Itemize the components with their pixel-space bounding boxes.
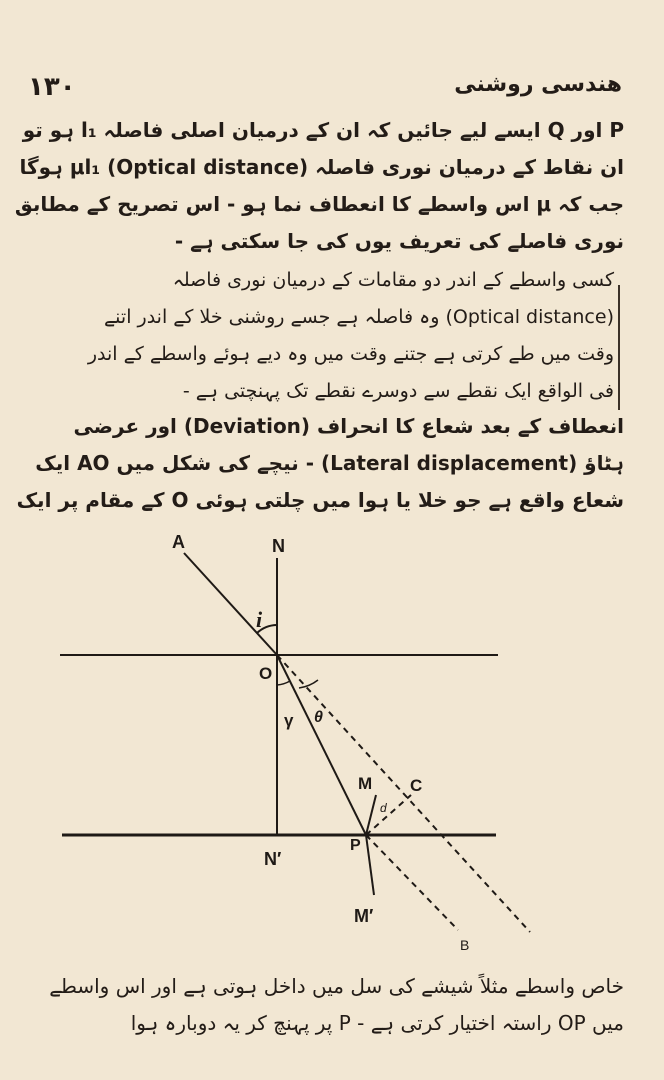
text-line: جب کہ μ اس واسطے کا انعطاف نما ہو - اس تصریح کے مطابق <box>14 192 624 216</box>
paragraph-optical-distance <box>14 112 624 260</box>
label-m-prime: M′ <box>354 906 374 926</box>
label-a: A <box>172 532 185 552</box>
text-line: فی الواقع ایک نقطے سے دوسرے نقطے تک پہنچتی ہے - <box>182 380 614 402</box>
angle-r-arc <box>277 681 290 685</box>
label-c: C <box>410 776 423 795</box>
incident-ray-ao <box>184 553 277 655</box>
label-b: B <box>460 937 470 953</box>
running-title: ھندسی روشنی <box>454 72 622 97</box>
text-line: (Optical distance) وہ فاصلہ ہے جسے روشنی خلا کے اندر اتنے <box>104 306 614 328</box>
label-r: γ <box>284 711 294 730</box>
label-m: M <box>358 774 373 793</box>
label-theta: θ <box>314 709 323 726</box>
extended-incident-ray <box>277 655 530 932</box>
refracted-ray-op <box>277 655 366 835</box>
text-line: P اور Q ایسے لیے جائیں کہ ان کے درمیان اصلی فاصلہ l₁ ہو تو <box>22 118 624 142</box>
label-n-prime: N′ <box>264 849 282 869</box>
label-p: P <box>350 837 361 854</box>
label-d: d <box>380 801 387 815</box>
text-line: میں OP راستہ اختیار کرتی ہے - P پر پہنچ کر یہ دوبارہ ہوا <box>130 1011 624 1035</box>
text-line: نوری فاصلے کی تعریف یوں کی جا سکتی ہے - <box>174 229 624 253</box>
emergent-ray-pb <box>366 835 458 930</box>
margin-mark <box>618 285 620 410</box>
label-o: O <box>259 664 273 683</box>
text-line: شعاع واقع ہے جو خلا یا ہوا میں چلتی ہوئی O کے مقام پر ایک <box>16 488 624 512</box>
paragraph-continuation <box>40 968 624 1042</box>
text-line: ان نقاط کے درمیان نوری فاصلہ (Optical distance) μl₁ ہوگا <box>19 155 624 179</box>
label-n: N <box>272 536 285 556</box>
page-number: ۱۳۰ <box>28 72 76 102</box>
perpendicular-pc <box>366 795 411 835</box>
text-line: انعطاف کے بعد شعاع کا انحراف (Deviation) اور عرضی <box>73 414 624 438</box>
normal-line-m-lower <box>366 835 374 895</box>
page-header <box>28 72 622 106</box>
text-line: وقت میں طے کرتی ہے جتنے وقت میں وہ دیے ہوئے واسطے کے اندر <box>87 343 614 365</box>
text-line: ہٹاؤ (Lateral displacement) - نیچے کی شکل میں AO ایک <box>35 451 624 475</box>
paragraph-definition <box>62 262 614 410</box>
normal-line-m-upper <box>366 795 376 835</box>
label-i: i <box>256 607 263 632</box>
text-line: کسی واسطے کے اندر دو مقامات کے درمیان نوری فاصلہ <box>172 269 614 291</box>
paragraph-deviation <box>16 408 624 519</box>
text-line: خاص واسطے مثلاً شیشے کی سل میں داخل ہوتی ہے اور اس واسطے <box>49 974 624 998</box>
refraction-diagram <box>0 520 664 960</box>
